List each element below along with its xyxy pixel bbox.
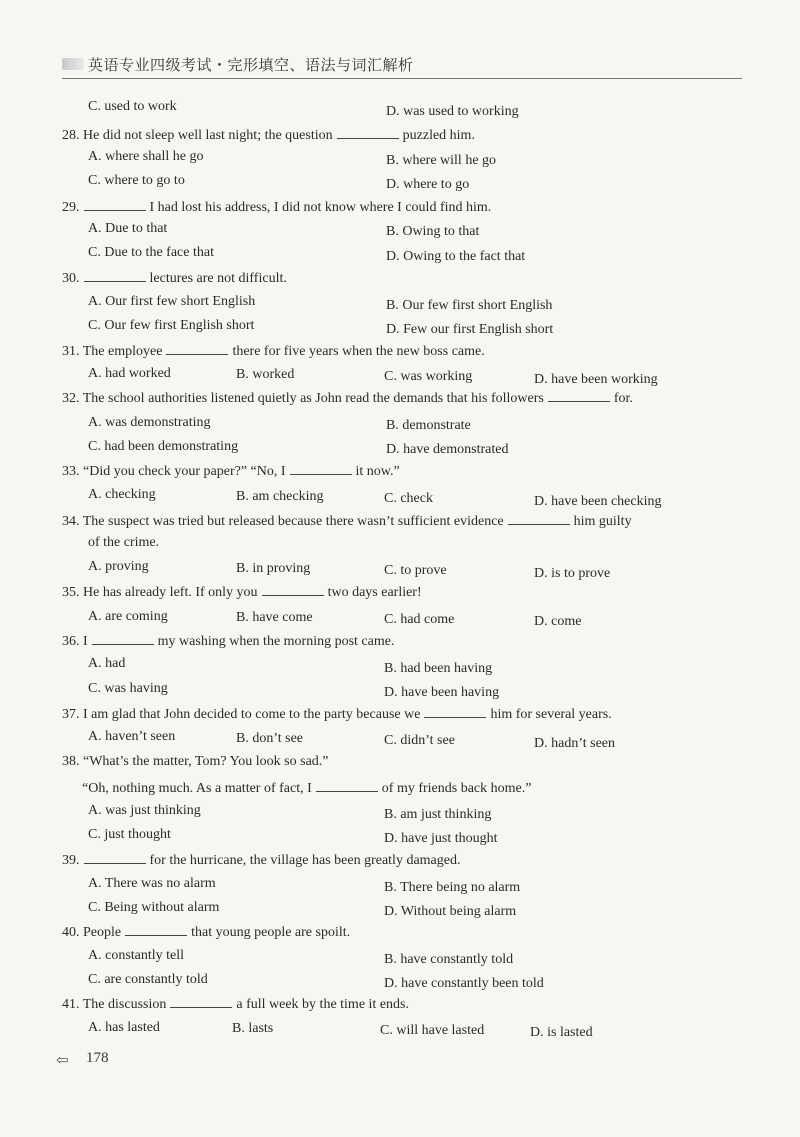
text-line: [62, 126, 475, 145]
text-line: [62, 512, 632, 531]
text-line: [380, 1022, 484, 1040]
line-text: 34. The suspect was tried but released because there wasn’t sufficient evidence: [62, 514, 504, 529]
line-text: B. demonstrate: [386, 418, 471, 433]
text-line: [88, 1019, 160, 1037]
text-line: [88, 802, 201, 820]
line-text: 33. “Did you check your paper?” “No, I: [62, 464, 286, 479]
line-text: there for five years when the new boss came.: [232, 344, 485, 359]
line-text: D. come: [534, 614, 582, 629]
text-line: [236, 730, 303, 748]
text-line: [62, 583, 422, 602]
line-text: B. Owing to that: [386, 224, 480, 239]
text-line: [386, 176, 469, 194]
text-line: [62, 753, 329, 771]
text-line: [88, 98, 177, 116]
line-text: of my friends back home.”: [381, 781, 532, 796]
answer-blank: [262, 583, 324, 596]
line-text: B. where will he go: [386, 153, 497, 168]
answer-blank: [424, 705, 486, 718]
line-text: D. where to go: [386, 177, 470, 192]
text-line: [88, 317, 254, 335]
line-text: D. have been working: [534, 372, 658, 387]
line-text: C. Our few first English short: [88, 318, 255, 333]
answer-blank: [92, 632, 154, 645]
line-text: C. used to work: [88, 99, 177, 114]
line-text: B. had been having: [384, 661, 493, 676]
line-text: him guilty: [573, 514, 632, 529]
text-line: [62, 198, 491, 217]
line-text: B. worked: [236, 367, 295, 382]
text-line: [386, 223, 479, 241]
line-text: B. There being no alarm: [384, 880, 521, 895]
text-line: [88, 172, 185, 190]
text-line: [62, 705, 612, 724]
page-number: 178: [86, 1050, 109, 1066]
text-line: [88, 220, 167, 238]
line-text: C. check: [384, 491, 433, 506]
text-line: [62, 851, 460, 870]
line-text: A. has lasted: [88, 1020, 160, 1035]
text-line: [384, 879, 520, 897]
text-line: [88, 293, 255, 311]
text-line: [62, 462, 400, 481]
line-text: B. am checking: [236, 489, 324, 504]
line-text: for.: [613, 391, 633, 406]
answer-blank: [548, 389, 610, 402]
text-line: [88, 875, 216, 893]
line-text: 35. He has already left. If only you: [62, 585, 258, 600]
line-text: D. Without being alarm: [384, 904, 517, 919]
line-text: B. have come: [236, 610, 313, 625]
line-text: 32. The school authorities listened quietly as John read the demands that his followers: [62, 391, 544, 406]
line-text: C. was having: [88, 681, 168, 696]
text-line: [236, 560, 310, 578]
header-title: 英语专业四级考试・完形填空、语法与词汇解析: [88, 56, 414, 74]
text-line: [62, 995, 409, 1014]
text-line: [232, 1020, 273, 1038]
line-text: C. didn’t see: [384, 733, 455, 748]
line-text: lectures are not difficult.: [149, 271, 287, 286]
answer-blank: [337, 126, 399, 139]
line-text: two days earlier!: [327, 585, 422, 600]
text-line: [88, 148, 203, 166]
line-text: A. haven’t seen: [88, 729, 176, 744]
line-text: C. Being without alarm: [88, 900, 220, 915]
text-line: [88, 728, 175, 746]
line-text: D. have demonstrated: [386, 442, 509, 457]
text-line: [384, 562, 447, 580]
answer-blank: [166, 342, 228, 355]
line-text: 31. The employee: [62, 344, 163, 359]
answer-blank: [125, 923, 187, 936]
text-line: [384, 806, 491, 824]
text-line: [386, 297, 552, 315]
text-line: [88, 244, 214, 262]
line-text: C. had been demonstrating: [88, 439, 239, 454]
text-line: [88, 438, 238, 456]
line-text: it now.”: [355, 464, 400, 479]
text-line: [384, 368, 472, 386]
text-line: [88, 826, 171, 844]
line-text: D. Owing to the fact that: [386, 249, 526, 264]
line-text: D. Few our first English short: [386, 322, 554, 337]
line-text: B. lasts: [232, 1021, 274, 1036]
line-text: a full week by the time it ends.: [236, 997, 409, 1012]
text-line: [88, 947, 184, 965]
answer-blank: [84, 198, 146, 211]
line-text: B. Our few first short English: [386, 298, 553, 313]
line-text: D. have constantly been told: [384, 976, 544, 991]
text-line: [534, 735, 615, 753]
text-line: [386, 248, 525, 266]
line-text: 29.: [62, 200, 80, 215]
text-line: [62, 632, 394, 651]
text-line: [236, 366, 294, 384]
text-line: [534, 371, 658, 389]
line-text: A. Due to that: [88, 221, 168, 236]
line-text: D. have been checking: [534, 494, 662, 509]
line-text: D. was used to working: [386, 104, 519, 119]
line-text: A. had worked: [88, 366, 171, 381]
line-text: C. was working: [384, 369, 473, 384]
text-line: [534, 493, 662, 511]
line-text: D. hadn’t seen: [534, 736, 615, 751]
text-line: [88, 680, 168, 698]
answer-blank: [508, 512, 570, 525]
text-line: [88, 558, 149, 576]
line-text: A. There was no alarm: [88, 876, 216, 891]
line-text: I had lost his address, I did not know where I could find him.: [149, 200, 492, 215]
page-arrow-icon: ⇦: [56, 1053, 69, 1069]
line-text: 37. I am glad that John decided to come to the party because we: [62, 707, 421, 722]
text-line: [236, 488, 323, 506]
line-text: A. had: [88, 656, 126, 671]
line-text: B. have constantly told: [384, 952, 514, 967]
text-line: [88, 365, 171, 383]
text-line: [534, 613, 581, 631]
line-text: C. just thought: [88, 827, 171, 842]
line-text: A. are coming: [88, 609, 168, 624]
text-line: [384, 732, 455, 750]
answer-blank: [84, 851, 146, 864]
line-text: 39.: [62, 853, 80, 868]
line-text: 30.: [62, 271, 80, 286]
text-line: [88, 971, 208, 989]
line-text: A. proving: [88, 559, 149, 574]
line-text: my washing when the morning post came.: [157, 634, 395, 649]
line-text: 38. “What’s the matter, Tom? You look so sad.”: [62, 754, 329, 769]
text-line: [62, 269, 287, 288]
line-text: C. Due to the face that: [88, 245, 214, 260]
line-text: C. will have lasted: [380, 1023, 485, 1038]
text-line: [88, 534, 159, 552]
line-text: C. had come: [384, 612, 455, 627]
line-text: A. where shall he go: [88, 149, 204, 164]
line-text: 36. I: [62, 634, 88, 649]
answer-blank: [290, 462, 352, 475]
running-header: [62, 52, 742, 79]
text-line: [384, 611, 454, 629]
line-text: A. was just thinking: [88, 803, 201, 818]
line-text: “Oh, nothing much. As a matter of fact, I: [82, 781, 312, 796]
line-text: B. am just thinking: [384, 807, 492, 822]
line-text: for the hurricane, the village has been greatly damaged.: [149, 853, 461, 868]
line-text: 40. People: [62, 925, 122, 940]
text-line: [62, 923, 350, 942]
line-text: 41. The discussion: [62, 997, 167, 1012]
text-line: [384, 490, 433, 508]
text-line: [62, 342, 485, 361]
text-line: [530, 1024, 593, 1042]
line-text: B. don’t see: [236, 731, 304, 746]
line-text: of the crime.: [88, 535, 160, 550]
answer-blank: [170, 995, 232, 1008]
text-line: [384, 830, 498, 848]
header-decoration-icon: [62, 58, 84, 70]
line-text: puzzled him.: [402, 128, 475, 143]
line-text: 28. He did not sleep well last night; the question: [62, 128, 333, 143]
text-line: [384, 903, 516, 921]
text-line: [386, 321, 553, 339]
text-line: [386, 152, 496, 170]
line-text: D. have just thought: [384, 831, 498, 846]
text-line: [384, 660, 492, 678]
text-line: [534, 565, 610, 583]
line-text: A. was demonstrating: [88, 415, 211, 430]
line-text: B. in proving: [236, 561, 311, 576]
text-line: [386, 441, 508, 459]
line-text: A. checking: [88, 487, 156, 502]
line-text: C. are constantly told: [88, 972, 208, 987]
line-text: D. is lasted: [530, 1025, 593, 1040]
text-line: [384, 975, 544, 993]
line-text: A. Our first few short English: [88, 294, 256, 309]
line-text: that young people are spoilt.: [191, 925, 351, 940]
line-text: D. have been having: [384, 685, 500, 700]
text-line: [88, 655, 125, 673]
line-text: C. to prove: [384, 563, 447, 578]
line-text: A. constantly tell: [88, 948, 185, 963]
text-line: [88, 899, 219, 917]
line-text: him for several years.: [490, 707, 612, 722]
text-line: [384, 951, 513, 969]
text-line: [88, 414, 210, 432]
text-line: [82, 779, 531, 798]
text-line: [384, 684, 499, 702]
answer-blank: [316, 779, 378, 792]
text-line: [386, 103, 519, 121]
answer-blank: [84, 269, 146, 282]
text-line: [62, 389, 633, 408]
text-line: [88, 608, 168, 626]
line-text: C. where to go to: [88, 173, 185, 188]
line-text: D. is to prove: [534, 566, 611, 581]
text-line: [236, 609, 313, 627]
text-line: [88, 486, 156, 504]
text-line: [386, 417, 471, 435]
